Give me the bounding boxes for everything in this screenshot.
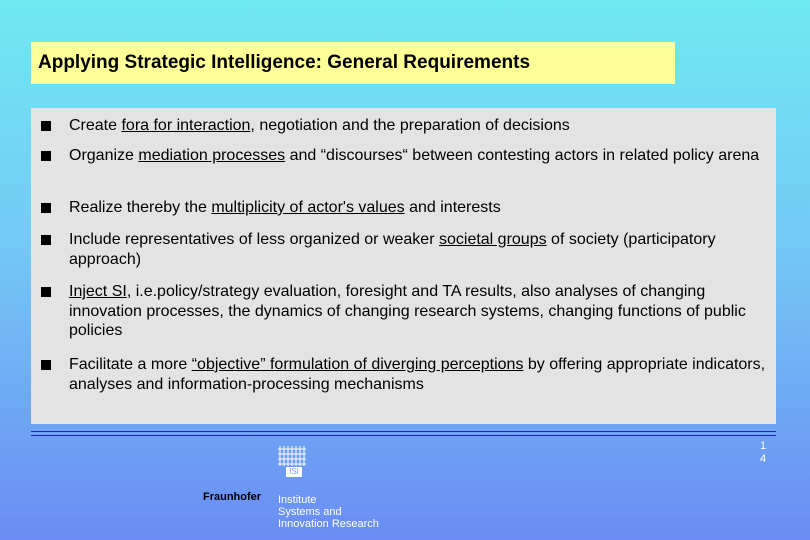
bullet-text-run: Create: [69, 117, 122, 134]
slide-title: Applying Strategic Intelligence: General Requirements: [38, 52, 531, 73]
institute-line-2: Systems and: [278, 506, 342, 518]
bullet-text-run: Realize thereby the: [69, 199, 212, 216]
bullet-text: [69, 116, 774, 136]
bullet-text-run: and “discourses“ between contesting actors in related policy arena: [285, 147, 760, 164]
bullet-text-run: , negotiation and the preparation of decisions: [250, 117, 570, 134]
bullet-text: [69, 282, 774, 341]
underlined-phrase: Inject SI: [69, 283, 127, 300]
square-bullet-icon: [41, 121, 51, 131]
square-bullet-icon: [41, 287, 51, 297]
bullet-text: [69, 146, 774, 166]
bullet-text-run: of society (participatory approach): [69, 231, 716, 268]
isi-logo-label: ISI: [286, 467, 302, 477]
fraunhofer-label: Fraunhofer: [203, 491, 262, 503]
underlined-phrase: “objective” formulation of diverging perceptions: [191, 356, 524, 373]
bullet-text-run: and interests: [404, 199, 501, 216]
content-panel: [31, 108, 776, 424]
square-bullet-icon: [41, 151, 51, 161]
bullet-text-run: by offering appropriate indicators, analyses and information-processing mechanisms: [69, 356, 766, 393]
bullet-text: [69, 230, 774, 269]
bullet-text-run: Include representatives of less organized or weaker: [69, 231, 439, 248]
square-bullet-icon: [41, 360, 51, 370]
footer-rule-top: [31, 431, 776, 432]
bullet-text: [69, 198, 774, 218]
bullet-text-run: Organize: [69, 147, 139, 164]
institute-line-1: Institute: [278, 494, 317, 506]
bullet-text: [69, 355, 774, 394]
footer-rule-bottom: [31, 435, 776, 436]
page-number: 1 4: [759, 440, 767, 465]
square-bullet-icon: [41, 203, 51, 213]
bullet-list: [31, 108, 776, 424]
slide-title-box: [31, 42, 675, 84]
underlined-phrase: multiplicity of actor's values: [211, 199, 405, 216]
underlined-phrase: societal groups: [438, 231, 547, 248]
institute-name: [278, 494, 379, 530]
underlined-phrase: fora for interaction: [121, 117, 251, 134]
isi-grid-icon: [278, 446, 306, 466]
square-bullet-icon: [41, 235, 51, 245]
bullet-text-run: Facilitate a more: [69, 356, 192, 373]
institute-line-3: Innovation Research: [278, 518, 379, 530]
underlined-phrase: mediation processes: [138, 147, 286, 164]
bullet-text-run: , i.e.policy/strategy evaluation, foresight and TA results, also analyses of changing innovation processes, the dynamics of changing research systems, changing functions of public policies: [69, 283, 746, 339]
